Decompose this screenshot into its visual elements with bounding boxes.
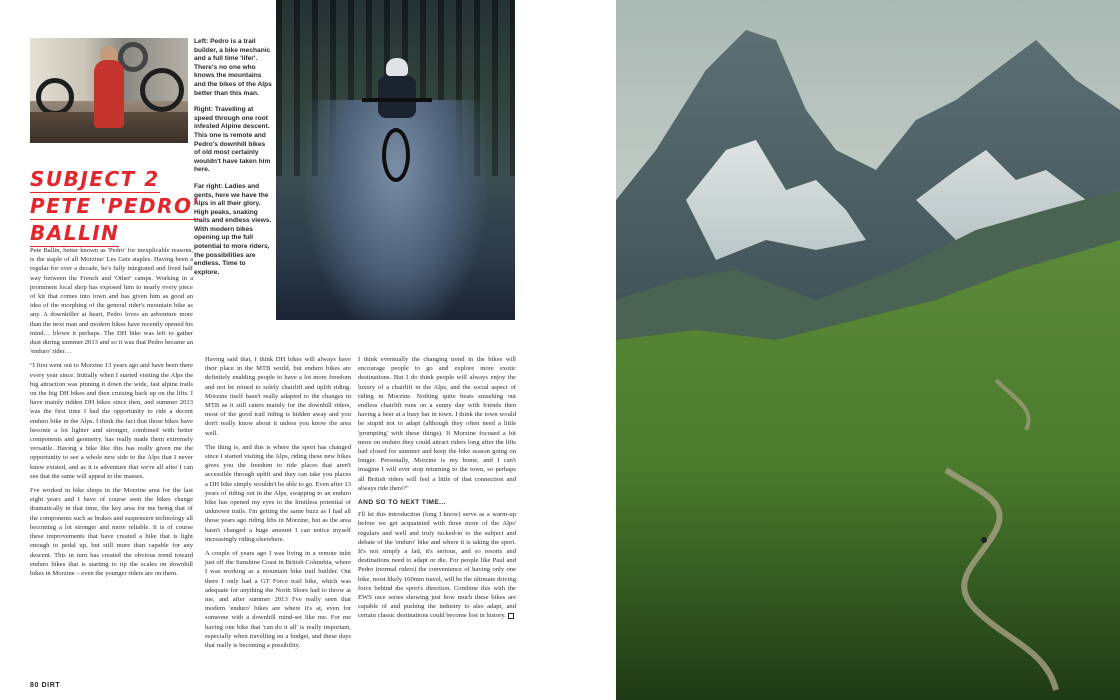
caption-left: Left: Pedro is a trail builder, a bike mechanic and a full time 'lifer'. There's no one who knows the mountains and the bikes of the Alps better than this man. [194, 38, 272, 97]
body-column-3 [358, 355, 516, 626]
page-folio: 80 DIRT [30, 682, 61, 689]
alpine-landscape-photo [616, 0, 1120, 700]
article-headline [30, 167, 201, 249]
section-subhead: AND SO TO NEXT TIME... [358, 499, 446, 507]
caption-right: Right: Travelling at speed through one root infested Alpine descent. This one is remote and Pedro's downhill bikes of old most certainly wouldn't have taken him here. [194, 106, 271, 174]
caption-far-right: Far right: Ladies and gents, here we have the Alps in all their glory. High peaks, snaking trails and endless views. With modern bikes opening up the full potential to more riders, the possibilities are endless. Time to explore. [194, 182, 272, 276]
paragraph-closing [358, 510, 516, 620]
headline-line-1: SUBJECT 2 [30, 167, 160, 191]
headline-line-3: BALLIN [30, 221, 120, 245]
bike-shop-photo [30, 38, 188, 143]
paragraph: Having said that, I think DH bikes will always have their place in the MTB world, but enduro bikes are definitely enabling people to have a lot more freedom and not be reined to solely chairlift and uplift riding. Morzine itself hasn't really adapted to the changes in MTB as it still caters mainly for the downhill riders, most of the good trail riding is hidden away and you don't really know about it unless you know the area well. [205, 356, 351, 437]
paragraph: The thing is, and this is where the sport has changed since I started visiting the Alps, riding these new bikes gives you the freedom to ride places that aren't accessible through uplift and they can take you places a DH bike simply wouldn't be able to go. Even after 13 years of riding out in the Alps, swapping to an enduro bike has opened my eyes to the limitless potential of unknown trails. I'm getting the same buzz as I had all those years ago riding lifts in Morzine, but as the area hasn't changed a huge amount I can notice myself increasingly riding elsewhere. [205, 443, 351, 543]
body-column-1 [30, 246, 193, 583]
paragraph: I think eventually the changing trend in the bikes will encourage people to go and explore more exotic destinations. But I do think people will always enjoy the luxury of a chairlift in the Alps, and the social aspect of riding in Morzine. Nothing quite beats smashing out endless chairlift runs on a sunny day with friends then having a beer at a busy bar in town. I think the town would be stupid not to adapt (although they often need a little 'prompting' with these things). If Morzine focused a bit more on enduro they could attract riders long after the lifts had closed for summer and keep the bike season going on longer. Personally, Morzine is my home, and I can't imagine I will ever stop returning to the town, so perhaps all British riders will feel a little of that connection and always ride there?" [358, 356, 516, 492]
headline-line-2: PETE 'PEDRO' [30, 194, 201, 218]
paragraph: A couple of years ago I was living in a remote inlet just off the Sunshine Coast in British Columbia, where I was working as a mountain bike trail builder. Out there I only had a GT Force trail bike, which was adequate for anything the North Shore had to throw at me, and after summer 2013 I've really seen that modern 'enduro' bikes are where it's at, even for someone with a downhill mind-set like me. For me having one bike that 'can do it all' is really important, especially when travelling on a budget, and these days that really is becoming a possibility. [205, 550, 351, 650]
mountain-peaks-illustration [616, 0, 1120, 700]
photo-captions [194, 38, 272, 285]
rider-photo [276, 0, 515, 320]
end-mark-icon [508, 613, 514, 619]
body-column-2 [205, 355, 351, 655]
paragraph: Pete Ballin, better known as 'Pedro' for inexplicable reasons, is the staple of all Morzine/ Les Gets staples. Having been a regular for over a decade, he's fully integrated and lived half way between the French and 'Other' camps. Working in a prominent local shop has exposed him to nearly every piece of kit that comes into town and has given him as good an idea of the morphing of the general rider's mountain bike as any. A downhiller at heart, Pedro loves an adventure more than the next man and modern bikes have recently opened his mind… blown it perhaps. The DH bike was left to gather dust during summer 2013 and so it was that Pedro became an 'enduro' rider… [30, 247, 193, 356]
closing-text: I'll let this introduction (long I know) serve as a warm-up before we get acquainted with three more of the Alps' regulars and well and truly tucked-in to the subject and debate of the 'enduro' bike and where it is taking the sport. It's not simply a fad, it's serious, and so resorts and destinations need to adapt or die. For people like Paul and Pedro (normal riders) the convenience of having only one bike, most likely 160mm travel, will be the ultimate driving force behind the sport's direction. Combine this with the EWS race series showing just how much these bikes are capable of and pushing the industry to also adapt, and certain classic destinations could become lost in history. [358, 511, 516, 620]
paragraph: "I first went out to Morzine 13 years ago and have been there every year since. Initially when I started visiting the Alps the big attraction was pinning it down the wide, fast alpine trails on the big DH bikes and then cruising back up on the lifts. I have mainly ridden DH bikes since then, and summer 2013 was the first time I had the opportunity to ride a decent enduro bike in the Alps. I think the fact that those bikes have become a lot lighter and stronger, combined with better components and geometry, has really made them extremely versatile. Having a bike like this has really given me the opportunity to see a whole new side to the Alps that I never knew existed, and as it is adventure that we're all after I can see that the same will appeal to the masses. [30, 362, 193, 480]
paragraph: I've worked in bike shops in the Morzine area for the last eight years and I have of course seen the bikes change dramatically in that time, the key area for me being that of the components such as brakes and suspension technology all becoming a lot stronger and more reliable. It is of course these improvements that have created a bike that is light enough to pedal up, but still more than capable for any descent. This in turn has created the obvious trend toward enduro bikes that is starting to tip the scales on downhill bikes in Morzine – even the younger riders are on them. [30, 487, 193, 577]
